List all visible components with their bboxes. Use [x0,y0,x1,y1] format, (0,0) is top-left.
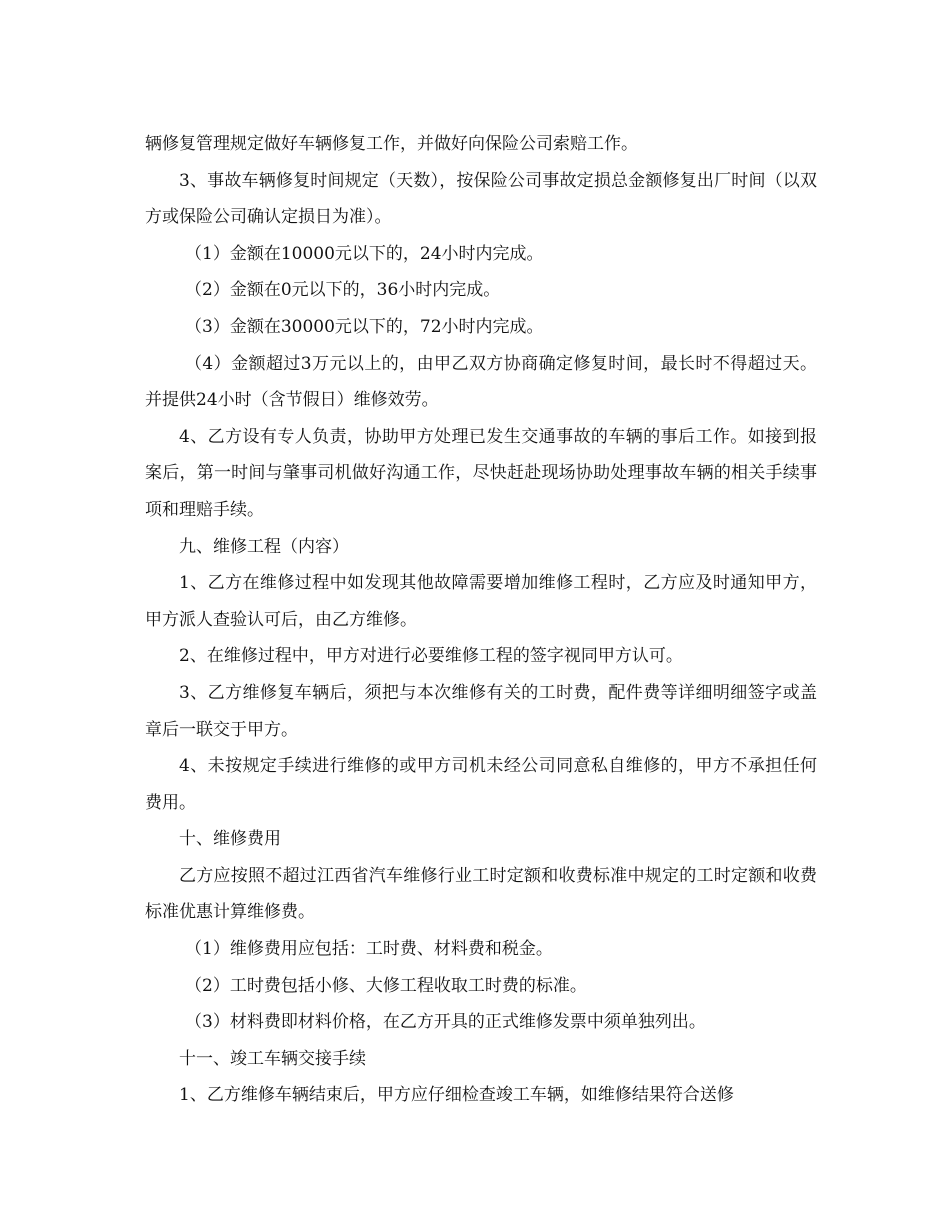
paragraph-unauthorized-repair: 4、未按规定手续进行维修的或甲方司机未经公司同意私自维修的，甲方不承担任何费用。 [145,756,817,813]
list-item-labor-fee: （2）工时费包括小修、大修工程收取工时费的标准。 [185,975,587,996]
list-item-fee-components: （1）维修费用应包括：工时费、材料费和税金。 [185,939,553,960]
paragraph-repair-claims: 辆修复管理规定做好车辆修复工作，并做好向保险公司索赔工作。 [145,134,638,154]
paragraph-accident-handling: 4、乙方设有专人负责，协助甲方处理已发生交通事故的车辆的事后工作。如接到报案后，第一时间与肇事司机做好沟通工作，尽快赶赴现场协助处理事故车辆的相关手续事项和理赔手续。 [145,426,817,520]
paragraph-additional-repairs: 1、乙方在维修过程中如发现其他故障需要增加维修工程时，乙方应及时通知甲方，甲方派人查验认可后，由乙方维修。 [145,573,817,630]
paragraph-signature-approval: 2、在维修过程中，甲方对进行必要维修工程的签字视同甲方认可。 [179,646,683,667]
section-heading-repair-project: 九、维修工程（内容） [179,536,349,557]
list-item-amount-0: （2）金额在0元以下的，36小时内完成。 [185,280,501,301]
section-heading-vehicle-handover: 十一、竣工车辆交接手续 [179,1048,366,1069]
paragraph-repair-time-rule: 3、事故车辆修复时间规定（天数），按保险公司事故定损总金额修复出厂时间（以双方或保险公司确认定损日为准）。 [145,170,817,228]
section-heading-repair-fees: 十、维修费用 [179,829,281,850]
list-item-amount-over-30k: （4）金额超过3万元以上的，由甲乙双方协商确定修复时间，最长时不得超过天。并提供24小时（含节假日）维修效劳。 [145,353,817,411]
document-body [145,126,817,1114]
paragraph-inspection: 1、乙方维修车辆结束后，甲方应仔细检查竣工车辆，如维修结果符合送修 [179,1085,734,1106]
paragraph-fee-standard: 乙方应按照不超过江西省汽车维修行业工时定额和收费标准中规定的工时定额和收费标准优惠计算维修费。 [145,865,817,923]
list-item-amount-10000: （1）金额在10000元以下的，24小时内完成。 [185,243,544,264]
list-item-material-fee: （3）材料费即材料价格，在乙方开具的正式维修发票中须单独列出。 [185,1012,706,1033]
paragraph-itemized-bill: 3、乙方维修复车辆后，须把与本次维修有关的工时费，配件费等详细明细签字或盖章后一联交于甲方。 [145,682,817,740]
list-item-amount-30000: （3）金额在30000元以下的，72小时内完成。 [185,316,544,337]
